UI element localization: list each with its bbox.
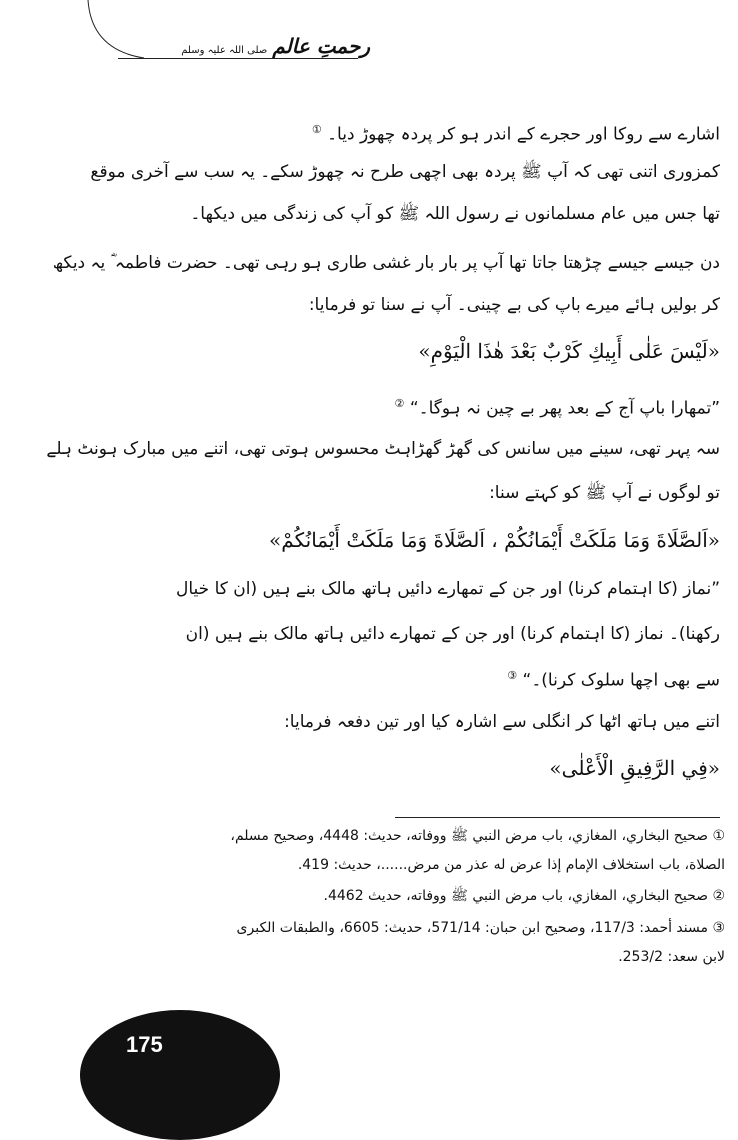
header-curve-decoration (86, 0, 146, 70)
text-line: کر بولیں ہائے میرے باپ کی بے چینی۔ آپ نے سنا تو فرمایا: (308, 295, 720, 315)
footnote-line: ① صحيح البخاري، المغازي، باب مرض النبي ﷺ ووفاته، حديث: 4448، وصحيح مسلم، (230, 828, 725, 844)
text-line: تھا جس میں عام مسلمانوں نے رسول اللہ ﷺ کو آپ کی زندگی میں دیکھا۔ (190, 204, 720, 224)
text-line: ”نماز (کا اہتمام کرنا) اور جن کے تمھارے دائیں ہاتھ مالک بنے ہیں (ان کا خیال (176, 579, 720, 599)
arabic-quote: «فِي الرَّفِيقِ الْأَعْلٰى» (549, 756, 720, 780)
footnote-marker: ② (394, 397, 405, 410)
footnote-line: ② صحيح البخاري، المغازي، باب مرض النبي ﷺ ووفاته، حديث 4462. (323, 888, 725, 904)
text-line: دن جیسے جیسے چڑھتا جاتا تھا آپ پر بار بار غشی طاری ہو رہی تھی۔ حضرت فاطمہ ؓ یہ دیکھ (52, 253, 720, 273)
arabic-quote: «لَيْسَ عَلٰى أَبِيكِ كَرْبٌ بَعْدَ هٰذَا الْيَوْمِ» (418, 339, 720, 363)
footnote-line: لابن سعد: 253/2. (618, 949, 725, 965)
text-line: سے بھی اچھا سلوک کرنا)۔“ ③ (507, 669, 720, 691)
footnote-rule (395, 817, 720, 818)
header-title: رحمتِ عالم (272, 34, 370, 58)
text-line: رکھنا)۔ نماز (کا اہتمام کرنا) اور جن کے تمھارے دائیں ہاتھ مالک بنے ہیں (ان (185, 624, 720, 644)
footnote-marker: ③ (507, 669, 518, 682)
running-header (181, 34, 370, 58)
footnote-marker: ① (311, 123, 322, 136)
header-rule (118, 58, 358, 59)
text-line: اتنے میں ہاتھ اٹھا کر انگلی سے اشارہ کیا اور تین دفعہ فرمایا: (284, 712, 720, 732)
text-line: سہ پہر تھی، سینے میں سانس کی گھڑ گھڑاہٹ محسوس ہوتی تھی، اتنے میں مبارک ہونٹ ہلے (46, 439, 720, 459)
page-number: 175 (126, 1032, 163, 1057)
text-line: اشارے سے روکا اور حجرے کے اندر ہو کر پردہ چھوڑ دیا۔ ① (311, 123, 720, 145)
arabic-quote: «اَلصَّلَاةَ وَمَا مَلَكَتْ أَيْمَانُكُمْ ، اَلصَّلَاةَ وَمَا مَلَكَتْ أَيْمَانُكُمْ» (269, 528, 720, 552)
footnote-line: الصلاة، باب استخلاف الإمام إذا عرض له عذر من مرض......، حديث: 419. (297, 857, 725, 873)
page-number-badge (80, 1010, 280, 1140)
footnote-line: ③ مسند أحمد: 117/3، وصحيح ابن حبان: 571/14، حديث: 6605، والطبقات الكبرى (236, 920, 725, 936)
text-line: تو لوگوں نے آپ ﷺ کو کہتے سنا: (489, 483, 720, 503)
header-subtitle: صلی اللہ علیہ وسلم (181, 45, 268, 56)
text-line: کمزوری اتنی تھی کہ آپ ﷺ پردہ بھی اچھی طرح نہ چھوڑ سکے۔ یہ سب سے آخری موقع (90, 162, 720, 182)
text-line: ”تمھارا باپ آج کے بعد پھر بے چین نہ ہوگا۔“ ② (394, 397, 720, 419)
